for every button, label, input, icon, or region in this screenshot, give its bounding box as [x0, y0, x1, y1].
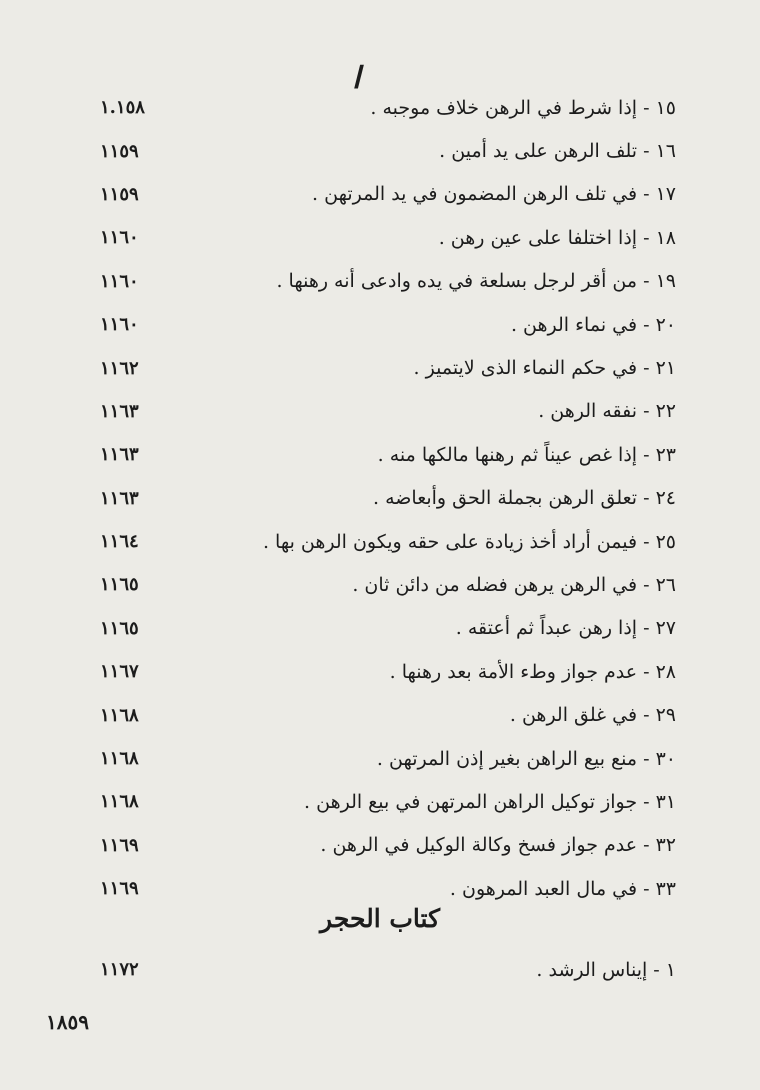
toc-row — [100, 607, 676, 650]
toc-entry-title: ٢٤ - تعلق الرهن بجملة الحق وأبعاضه . — [373, 487, 676, 510]
toc-row — [100, 173, 676, 216]
toc-row — [100, 346, 676, 389]
section-heading: كتاب الحجر — [320, 904, 440, 933]
toc-row — [100, 780, 676, 823]
toc-entry-page: ١.١٥٨ — [100, 97, 145, 119]
toc-entry-title: ٢١ - في حكم النماء الذى لايتميز . — [413, 357, 676, 380]
toc-entry-page: ١١٦٢ — [100, 357, 139, 379]
toc-row — [100, 433, 676, 476]
toc-entry-page: ١١٦٠ — [100, 314, 139, 336]
toc-entry-title: ٢٣ - إذا غص عيناً ثم رهنها مالكها منه . — [377, 443, 676, 466]
toc-row — [100, 129, 676, 172]
toc-entry-title: ٣٠ - منع بيع الراهن بغير إذن المرتهن . — [376, 747, 676, 770]
toc-entry-page: ١١٦٠ — [100, 270, 139, 292]
toc-entry-title: ١٦ - تلف الرهن على يد أمين . — [439, 140, 676, 163]
toc-entry-page: ١١٥٩ — [100, 183, 139, 205]
toc-entry-page: ١١٦٠ — [100, 227, 139, 249]
toc-entry-title: ٣١ - جواز توكيل الراهن المرتهن في بيع الرهن . — [304, 790, 676, 813]
page-mark: ا — [352, 61, 361, 96]
toc-entry-page: ١١٦٩ — [100, 878, 139, 900]
toc-entry-title: ٢٨ - عدم جواز وطء الأمة بعد رهنها . — [389, 660, 676, 683]
toc-row — [100, 650, 676, 693]
toc-entry-page: ١١٦٧ — [100, 661, 139, 683]
toc-entry-page: ١١٦٣ — [100, 487, 139, 509]
toc-entry-page: ١١٦٨ — [100, 748, 139, 770]
toc-entry-page: ١١٦٥ — [100, 617, 139, 639]
toc-entry-page: ١١٦٤ — [100, 531, 139, 553]
toc-row — [100, 520, 676, 563]
toc-entry-page: ١١٦٥ — [100, 574, 139, 596]
toc-entry-page: ١١٦٣ — [100, 444, 139, 466]
toc-row — [100, 303, 676, 346]
toc-list — [100, 86, 676, 910]
toc-entry-title: ٢٦ - في الرهن يرهن فضله من دائن ثان . — [352, 573, 676, 596]
toc-list-section — [100, 948, 676, 991]
toc-entry-title: ٣٢ - عدم جواز فسخ وكالة الوكيل في الرهن . — [320, 834, 676, 857]
toc-row — [100, 260, 676, 303]
toc-entry-title: ٢٠ - في نماء الرهن . — [510, 313, 676, 336]
toc-entry-title: ٢٢ - نفقه الرهن . — [538, 400, 676, 423]
toc-entry-title: ٢٥ - فيمن أراد أخذ زيادة على حقه ويكون الرهن بها . — [262, 530, 676, 553]
toc-entry-title: ١٥ - إذا شرط في الرهن خلاف موجبه . — [370, 96, 676, 119]
toc-entry-page: ١١٦٣ — [100, 400, 139, 422]
toc-row — [100, 216, 676, 259]
toc-entry-title: ٢٧ - إذا رهن عبداً ثم أعتقه . — [455, 617, 676, 640]
toc-entry-page: ١١٦٩ — [100, 834, 139, 856]
page-number: ١٨٥٩ — [46, 1010, 89, 1034]
toc-entry-page: ١١٦٨ — [100, 704, 139, 726]
toc-row — [100, 390, 676, 433]
toc-row — [100, 477, 676, 520]
toc-row — [100, 563, 676, 606]
toc-entry-title: ٣٣ - في مال العبد المرهون . — [449, 877, 676, 900]
toc-entry-title: ٢٩ - في غلق الرهن . — [509, 704, 676, 727]
toc-entry-page: ١١٧٢ — [100, 959, 139, 981]
toc-entry-title: ١٩ - من أقر لرجل بسلعة في يده وادعى أنه رهنها . — [276, 270, 676, 293]
toc-row — [100, 86, 676, 129]
toc-row — [100, 824, 676, 867]
toc-entry-title: ١ - إيناس الرشد . — [536, 958, 676, 981]
toc-row — [100, 737, 676, 780]
toc-entry-title: ١٧ - في تلف الرهن المضمون في يد المرتهن . — [312, 183, 676, 206]
toc-row — [100, 693, 676, 736]
toc-entry-page: ١١٦٨ — [100, 791, 139, 813]
toc-entry-page: ١١٥٩ — [100, 140, 139, 162]
toc-row — [100, 948, 676, 991]
toc-entry-title: ١٨ - إذا اختلفا على عين رهن . — [438, 226, 676, 249]
